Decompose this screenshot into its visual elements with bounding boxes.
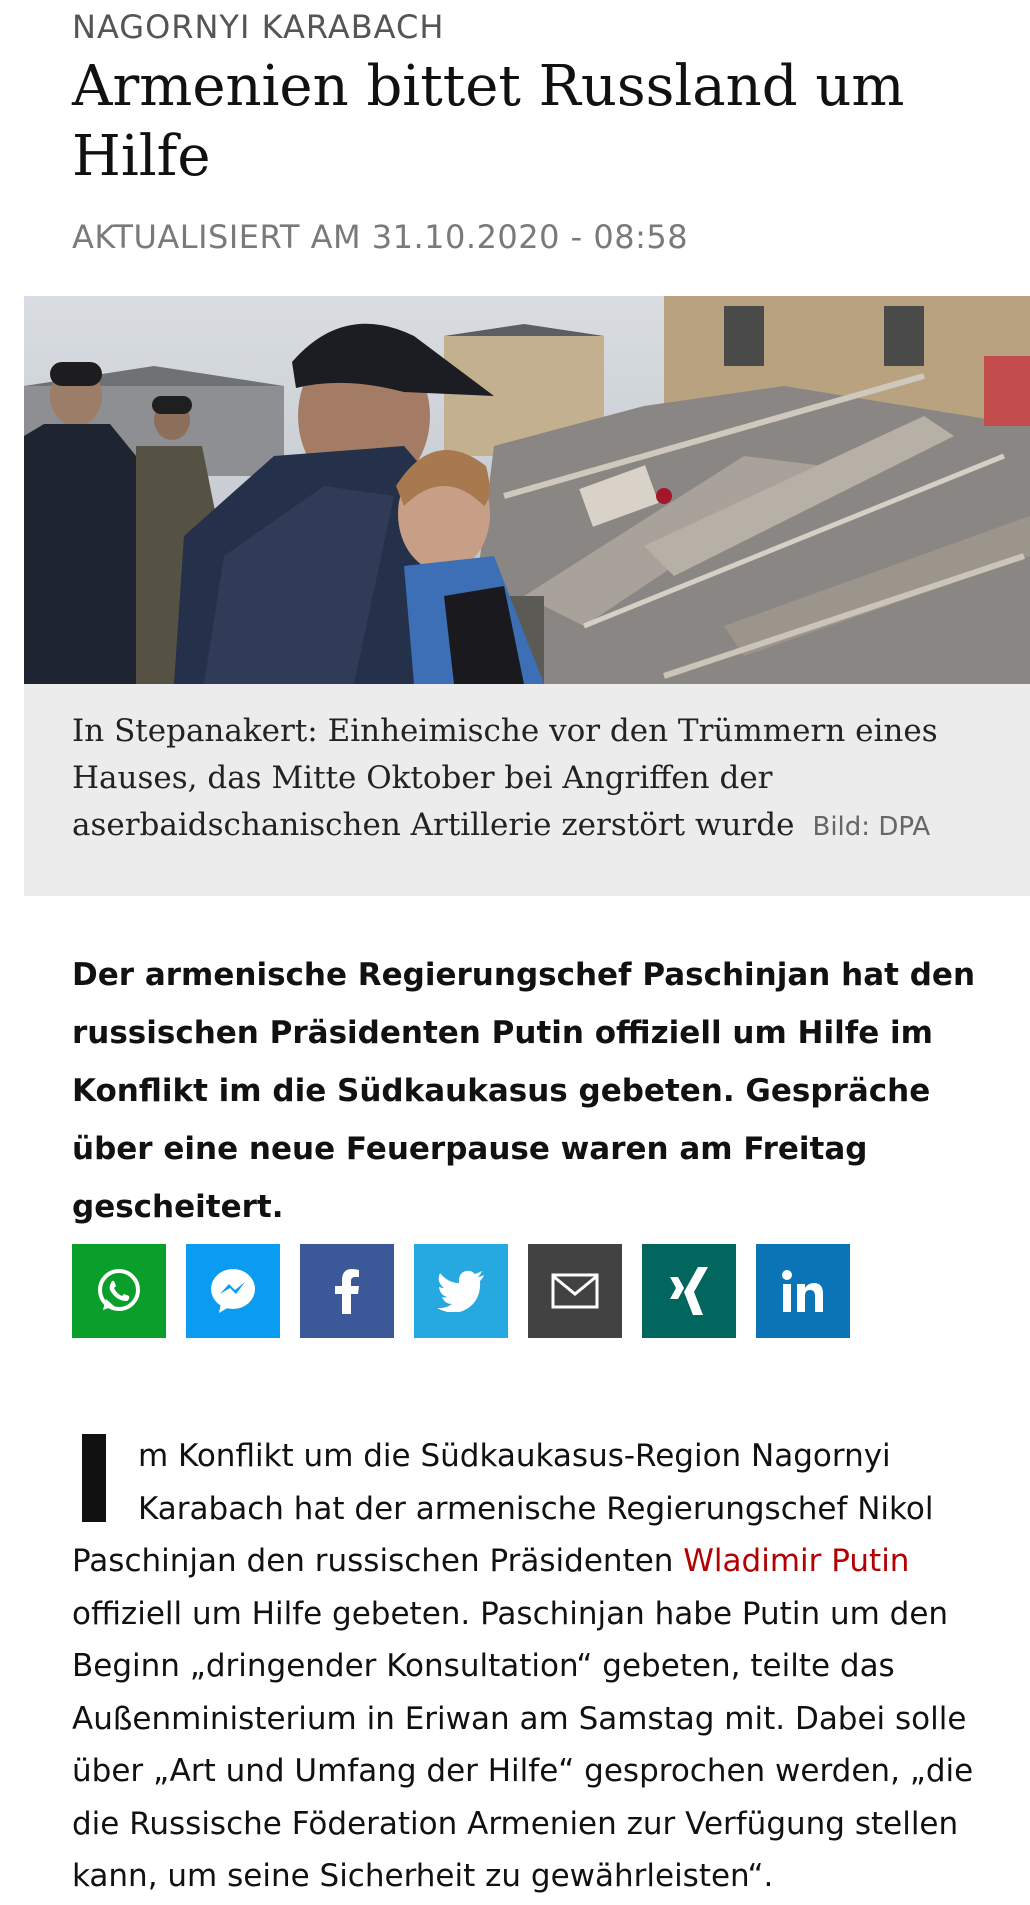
share-facebook-button[interactable] bbox=[300, 1244, 394, 1338]
twitter-icon bbox=[436, 1270, 486, 1312]
body-paragraph-part1: m Konflikt um die Südkaukasus-Region Nagornyi Karabach hat der armenische Regierungschef Nikol Paschinjan den russischen Präsidenten bbox=[72, 1438, 934, 1579]
share-xing-button[interactable] bbox=[642, 1244, 736, 1338]
image-caption bbox=[72, 708, 1002, 851]
mail-icon bbox=[550, 1272, 600, 1310]
article-kicker: NAGORNYI KARABACH bbox=[72, 8, 445, 46]
share-twitter-button[interactable] bbox=[414, 1244, 508, 1338]
article-body bbox=[72, 1430, 1002, 1903]
share-linkedin-button[interactable] bbox=[756, 1244, 850, 1338]
xing-icon bbox=[666, 1265, 712, 1317]
share-email-button[interactable] bbox=[528, 1244, 622, 1338]
article-dateline: AKTUALISIERT AM 31.10.2020 - 08:58 bbox=[72, 218, 689, 256]
article-lead: Der armenische Regierungschef Paschinjan hat den russischen Präsidenten Putin offiziell um Hilfe im Konflikt im die Südkaukasus gebeten. Gespräche über eine neue Feuerpause waren am Freitag gescheitert. bbox=[72, 957, 976, 1225]
article-figure bbox=[24, 296, 1030, 896]
article-headline: Armenien bittet Russland um Hilfe bbox=[72, 54, 905, 189]
body-paragraph-part2: offiziell um Hilfe gebeten. Paschinjan habe Putin um den Beginn „dringender Konsultation“ gebeten, teilte das Außenministerium in Eriwan am Samstag mit. Dabei solle über „Art und Umfang der Hilfe“ gesprochen werden, „die die Russische Föderation Armenien zur Verfügung stellen kann, um seine Sicherheit zu gewährleisten“. bbox=[72, 1595, 974, 1894]
facebook-icon bbox=[327, 1266, 367, 1316]
image-credit: Bild: DPA bbox=[812, 812, 931, 842]
image-caption-text: In Stepanakert: Einheimische vor den Trümmern eines Hauses, das Mitte Oktober bei Angriffen der aserbaidschanischen Artillerie zerstört wurde bbox=[72, 713, 938, 843]
linkedin-icon bbox=[780, 1268, 826, 1314]
share-whatsapp-button[interactable] bbox=[72, 1244, 166, 1338]
article-photo[interactable] bbox=[24, 296, 1030, 684]
share-bar bbox=[72, 1244, 850, 1338]
share-messenger-button[interactable] bbox=[186, 1244, 280, 1338]
messenger-icon bbox=[207, 1265, 259, 1317]
drop-cap bbox=[82, 1434, 106, 1522]
link-wladimir-putin[interactable]: Wladimir Putin bbox=[683, 1543, 910, 1579]
whatsapp-icon bbox=[94, 1266, 144, 1316]
